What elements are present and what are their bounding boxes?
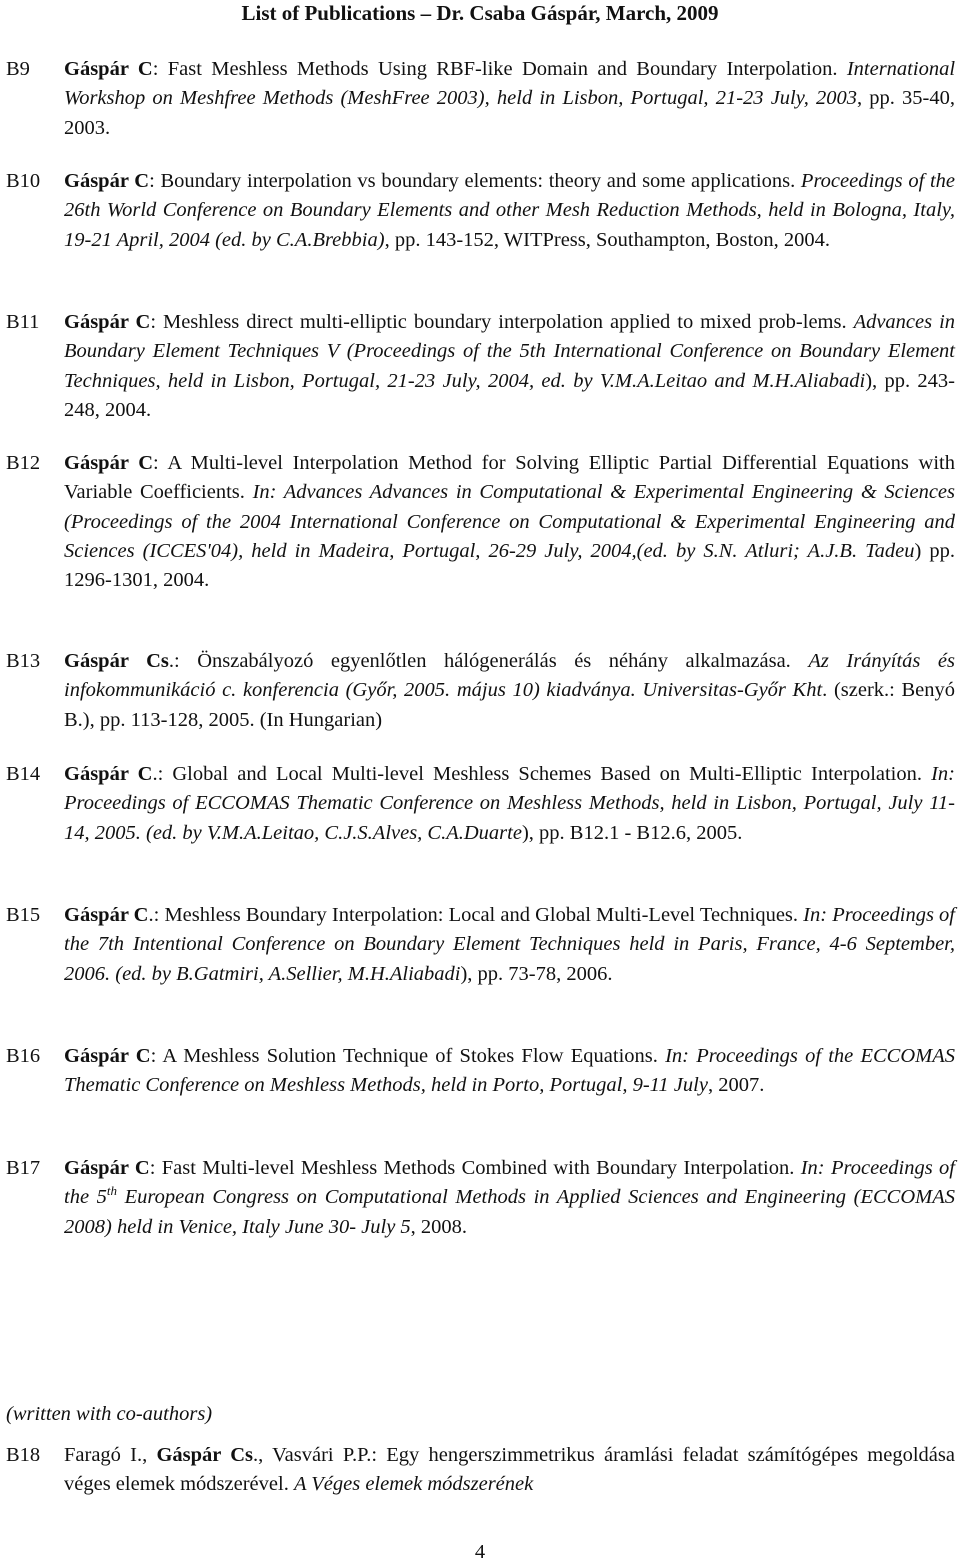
entry-text — [64, 55, 955, 143]
entry-venue: Advances in Boundary Element Techniques V (Proceedings of the 5th International Conference on Boundary Element Techniques, held in Lisbon, Portugal, 21-23 July, 2004, ed. by V.M.A.Leitao and M.H.Aliabadi — [64, 311, 956, 392]
entry-separator: : — [149, 1157, 162, 1179]
entry-number: B11 — [6, 311, 40, 333]
entry-venue: In: Proceedings of ECCOMAS Thematic Conference on Meshless Methods, held in Lisbon, Portugal, July 11-14, 2005. (ed. by V.M.A.Leitao, C.J.S.Alves, C.A.Duarte — [64, 763, 956, 844]
entry-title: Global and Local Multi-level Meshless Schemes Based on Multi-Elliptic Interpolation. — [172, 763, 932, 785]
entry-coauthor: ., Vasvári P.P.: — [253, 1444, 387, 1466]
entry-author: Gáspár C — [64, 1045, 151, 1067]
entry-author: Gáspár C — [64, 452, 154, 474]
entry-separator: : — [152, 58, 168, 80]
entry-number: B12 — [6, 452, 41, 474]
entry-separator: : — [150, 311, 163, 333]
entry-text — [64, 901, 955, 989]
entry-venue: In: Proceedings of the ECCOMAS Thematic Conference on Meshless Methods, held in Porto, Portugal, 9-11 July — [64, 1045, 955, 1097]
entry-venue: A Véges elemek módszerének — [293, 1473, 534, 1496]
entry-title: A Meshless Solution Technique of Stokes Flow Equations. — [162, 1045, 666, 1067]
entry-pages: ) pp. 1296-1301, 2004. — [64, 539, 955, 592]
entry-author: Gáspár C — [64, 1157, 150, 1179]
entry-number: B17 — [6, 1157, 41, 1179]
entry-venue-part: In: Proceedings of the 5 — [64, 1157, 955, 1209]
entry-author: Gáspár C — [64, 170, 150, 192]
entry-pages: . (szerk.: Benyó B.), pp. 113-128, 2005. (In Hungarian) — [64, 679, 956, 731]
entry-text — [64, 167, 955, 255]
entry-text — [64, 760, 955, 848]
entry-number: B16 — [6, 1045, 41, 1067]
entry-text — [64, 1154, 955, 1242]
entry-venue: Proceedings of the 26th World Conference on Boundary Elements and other Mesh Reduction Methods, held in Bologna, Italy, 19-21 April, 2004 (ed. by C.A.Brebbia) — [64, 170, 956, 251]
entry-text — [64, 1042, 955, 1101]
entry-separator: .: — [152, 763, 173, 785]
entry-text — [64, 1441, 955, 1500]
entry-coauthor: Faragó I., — [64, 1444, 157, 1466]
entry-title: Meshless Boundary Interpolation: Local and Global Multi-Level Techniques. — [164, 904, 804, 926]
entry-title: Egy hengerszimmetrikus áramlási feladat számítógépes megoldása véges elemek módszerével. — [64, 1444, 955, 1496]
entry-author: Gáspár Cs — [156, 1444, 254, 1466]
document-header: List of Publications – Dr. Csaba Gáspár, March, 2009 — [241, 1, 719, 25]
entry-title: Boundary interpolation vs boundary elements: theory and some applications. — [160, 170, 801, 192]
entry-pages: , 2007. — [707, 1074, 765, 1097]
entry-author: Gáspár Cs — [64, 650, 169, 672]
entry-author: Gáspár C — [64, 763, 153, 785]
entry-number: B15 — [6, 904, 41, 926]
entry-author: Gáspár C — [64, 58, 153, 80]
entry-title: A Multi-level Interpolation Method for Solving Elliptic Partial Differential Equations with Variable Coefficients. — [64, 452, 955, 504]
entry-title: Meshless direct multi-elliptic boundary interpolation applied to mixed prob-lems. — [162, 311, 854, 333]
entry-title: Fast Multi-level Meshless Methods Combined with Boundary Interpolation. — [161, 1157, 801, 1179]
entry-separator: .: — [148, 904, 165, 926]
entry-venue: In: Proceedings of the 7th Intentional Conference on Boundary Element Techniques held in Paris, France, 4-6 September, 2006. (ed. by B.Gatmiri, A.Sellier, M.H.Aliabadi — [64, 904, 955, 985]
entry-separator: : — [149, 170, 161, 192]
ordinal-superscript: th — [106, 1183, 118, 1199]
entry-author: Gáspár C — [64, 904, 149, 926]
entry-separator: : — [150, 1045, 163, 1067]
entry-venue: International Workshop on Meshfree Methods (MeshFree 2003), held in Lisbon, Portugal, 21-23 July, 2003 — [64, 58, 956, 110]
entry-pages: ), pp. 73-78, 2006. — [460, 962, 613, 985]
entry-pages: , pp. 35-40, 2003. — [64, 87, 956, 139]
entry-venue: In: Advances Advances in Computational & Experimental Engineering & Sciences (Proceedings of the 2004 International Conference on Computational & Experimental Engineering and Sciences (ICCES'04), held in Madeira, Portugal, 26-29 July, 2004,(ed. by S.N. Atluri; A.J.B. Tadeu — [64, 481, 955, 562]
page-number: 4 — [474, 1541, 486, 1563]
entry-text — [64, 308, 955, 425]
entry-pages: ), pp. B12.1 - B12.6, 2005. — [521, 821, 743, 844]
entry-pages: , 2008. — [410, 1215, 468, 1238]
entry-number: B18 — [6, 1444, 41, 1466]
entry-number: B14 — [6, 763, 41, 785]
entry-separator: .: — [168, 650, 198, 672]
entry-text — [64, 647, 955, 735]
entry-number: B10 — [6, 170, 41, 192]
entry-venue: Az Irányítás és infokommunikáció c. konferencia (Győr, 2005. május 10) kiadványa. Universitas-Győr Kht — [64, 650, 955, 702]
entry-venue-part: European Congress on Computational Methods in Applied Sciences and Engineering (ECCOMAS 2008) held in Venice, Italy June 30- July 5 — [64, 1186, 955, 1238]
entry-title: Fast Meshless Methods Using RBF-like Domain and Boundary Interpolation. — [167, 58, 847, 80]
entry-pages: ), pp. 243-248, 2004. — [64, 369, 955, 421]
entry-separator: : — [153, 452, 168, 474]
entry-number: B9 — [6, 58, 30, 80]
entry-text — [64, 449, 955, 595]
entry-title: Önszabályozó egyenlőtlen hálógenerálás és néhány alkalmazása. — [197, 650, 809, 672]
entry-pages: , pp. 143-152, WITPress, Southampton, Boston, 2004. — [384, 228, 831, 251]
entry-author: Gáspár C — [64, 311, 151, 333]
section-note: (written with co-authors) — [6, 1403, 213, 1425]
entry-number: B13 — [6, 650, 41, 672]
